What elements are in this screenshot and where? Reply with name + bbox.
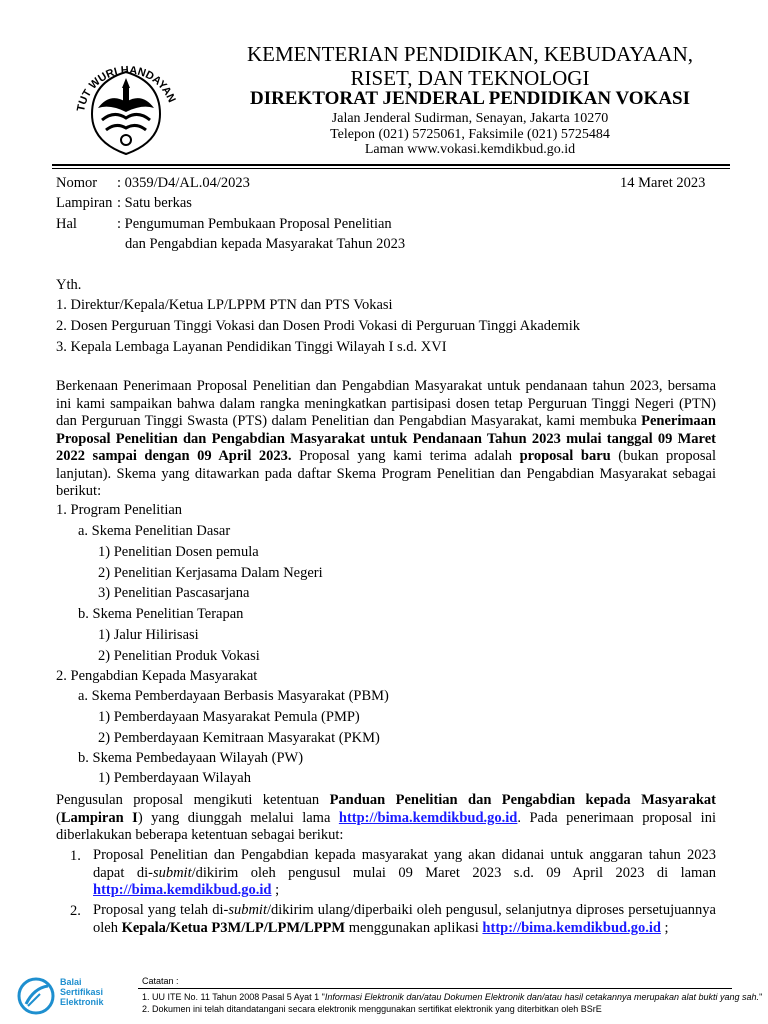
bima-link[interactable]: http://bima.kemdikbud.go.id: [93, 882, 272, 898]
provision-2: [93, 902, 716, 937]
letterhead-rule-thick: [52, 164, 730, 166]
note-1: [142, 992, 762, 1003]
guidance-text: Pengusulan proposal mengikuti ketentuan: [56, 792, 330, 808]
note-1-end: ": [759, 992, 763, 1002]
provision-end: ;: [660, 919, 669, 936]
program-penelitian: 1. Program Penelitian: [56, 502, 183, 518]
bima-link[interactable]: http://bima.kemdikbud.go.id: [338, 809, 518, 826]
note-1-text: 1. UU ITE No. 11 Tahun 2008 Pasal 5 Ayat 1 ": [142, 992, 325, 1002]
provision-italic: submit: [228, 902, 267, 918]
tut-wuri-handayani-logo: [62, 42, 190, 160]
letterhead-contact: [200, 111, 740, 158]
provision-bold: Kepala/Ketua P3M/LP/LPM/LPPM: [121, 919, 346, 936]
provision-italic: submit: [152, 864, 192, 881]
list-item: 2) Penelitian Produk Vokasi: [98, 648, 260, 664]
note-1-quote: Informasi Elektronik dan/atau Dokumen Elektronik dan/atau hasil cetakannya merupakan alat bukti yang sah.: [324, 992, 760, 1002]
directorate-name: DIREKTORAT JENDERAL PENDIDIKAN VOKASI: [249, 88, 691, 109]
ministry-line-2: RISET, DAN TEKNOLOGI: [350, 66, 590, 90]
program-pengabdian: 2. Pengabdian Kepada Masyarakat: [56, 668, 258, 684]
guidance-paragraph: [56, 792, 716, 845]
lampiran-label: Lampiran: [56, 195, 113, 211]
guidance-panduan: Panduan Penelitian dan Pengabdian kepada Masyarakat: [329, 792, 716, 808]
intro-text: Berkenaan Penerimaan Proposal Penelitian dan Pengabdian Masyarakat untuk pendanaan tahun 2023, bersama ini kami sampaikan bahwa dalam rangka meningkatkan partisipasi dosen tetap Perguruan Tinggi Negeri (PTN) dan Perguruan Tinggi Swasta (PTS) dalam Penelitian dan Pengabdian Masyarakat, kami membuka: [56, 378, 716, 429]
logo-arc-text: TUT WURI HANDAYAN: [75, 64, 178, 113]
letter-date: 14 Maret 2023: [620, 175, 706, 191]
guidance-text-end: . Pada penerimaan proposal ini diberlakukan beberapa ketentuan sebagai berikut:: [56, 809, 716, 843]
list-item: 1) Pemberdayaan Masyarakat Pemula (PMP): [98, 709, 360, 725]
intro-text-cont: Proposal yang kami terima adalah: [291, 448, 520, 464]
bsre-line: Elektronik: [60, 997, 104, 1007]
note-2: 2. Dokumen ini telah ditandatangani secara elektronik menggunakan sertifikat elektronik yang diterbitkan oleh BSrE: [142, 1004, 602, 1014]
ministry-name: [200, 42, 740, 90]
list-item: 2) Penelitian Kerjasama Dalam Negeri: [98, 565, 323, 581]
provision-number: 2.: [70, 903, 81, 919]
list-item: 2) Pemberdayaan Kemitraan Masyarakat (PKM): [98, 730, 380, 746]
intro-text-end: (bukan proposal lanjutan). Skema yang ditawarkan pada daftar Skema Program Penelitian dan Pengabdian Masyarakat sebagai berikut:: [56, 448, 716, 499]
nomor-value: : 0359/D4/AL.04/2023: [117, 175, 250, 191]
provision-number: 1.: [70, 848, 81, 864]
bima-link[interactable]: http://bima.kemdikbud.go.id: [482, 919, 661, 936]
website: Laman www.vokasi.kemdikbud.go.id: [364, 142, 576, 157]
provision-text: Proposal Penelitian dan Pengabdian kepada masyarakat yang akan didanai untuk anggaran tahun 2023 dapat di-: [93, 847, 716, 881]
intro-paragraph: [56, 378, 716, 501]
notes-divider: [138, 988, 732, 989]
provision-text: /dikirim oleh pengusul mulai 09 Maret 2023 s.d. 09 April 2023 di laman: [191, 864, 717, 881]
recipient-item: 2. Dosen Perguruan Tinggi Vokasi dan Dosen Prodi Vokasi di Perguruan Tinggi Akademik: [56, 318, 581, 334]
intro-highlight: Penerimaan Proposal Penelitian dan Pengabdian Masyarakat untuk Pendanaan Tahun 2023 mulai tanggal 09 Maret 2022 sampai dengan 09 April 2023.: [56, 413, 716, 464]
guidance-text: (: [56, 809, 61, 826]
list-item: 3) Penelitian Pascasarjana: [98, 585, 250, 601]
hal-value-line1: : Pengumuman Pembukaan Proposal Penelitian: [117, 216, 392, 232]
provision-text: Proposal yang telah di-: [93, 902, 229, 918]
skema-penelitian-dasar: a. Skema Penelitian Dasar: [78, 523, 231, 539]
lampiran-value: : Satu berkas: [117, 195, 192, 211]
list-item: 1) Pemberdayaan Wilayah: [98, 770, 251, 786]
skema-pbm: a. Skema Pemberdayaan Berbasis Masyarakat (PBM): [78, 688, 389, 704]
guidance-lampiran: Lampiran I: [60, 809, 138, 826]
provision-text: /dikirim ulang/diperbaiki oleh pengusul, selanjutnya diproses persetujuannya oleh: [93, 902, 716, 936]
bsre-line: Balai: [60, 977, 82, 987]
guidance-text: ) yang diunggah melalui lama: [137, 809, 339, 826]
provision-text: menggunakan aplikasi: [345, 919, 483, 936]
bsre-line: Sertifikasi: [60, 987, 104, 997]
hal-label: Hal: [56, 216, 77, 232]
notes-label: Catatan :: [142, 976, 179, 986]
provision-end: ;: [271, 882, 280, 898]
skema-pw: b. Skema Pembedayaan Wilayah (PW): [78, 750, 304, 766]
hal-value-line2: dan Pengabdian kepada Masyarakat Tahun 2023: [125, 236, 406, 252]
intro-new-proposal: proposal baru: [519, 448, 611, 464]
salutation: Yth.: [56, 277, 82, 293]
nomor-label: Nomor: [56, 175, 98, 191]
list-item: 1) Penelitian Dosen pemula: [98, 544, 259, 560]
phone-fax: Telepon (021) 5725061, Faksimile (021) 5725484: [330, 126, 610, 142]
skema-penelitian-terapan: b. Skema Penelitian Terapan: [78, 606, 244, 622]
provision-1: [93, 847, 716, 900]
address: Jalan Jenderal Sudirman, Senayan, Jakarta 10270: [331, 111, 609, 126]
recipient-item: 3. Kepala Lembaga Layanan Pendidikan Tinggi Wilayah I s.d. XVI: [56, 339, 447, 355]
bsre-logo: [10, 974, 140, 1018]
ministry-line-1: KEMENTERIAN PENDIDIKAN, KEBUDAYAAN,: [246, 42, 694, 66]
letterhead-rule-thin: [52, 168, 730, 169]
list-item: 1) Jalur Hilirisasi: [98, 627, 199, 643]
recipient-item: 1. Direktur/Kepala/Ketua LP/LPPM PTN dan PTS Vokasi: [56, 297, 393, 313]
